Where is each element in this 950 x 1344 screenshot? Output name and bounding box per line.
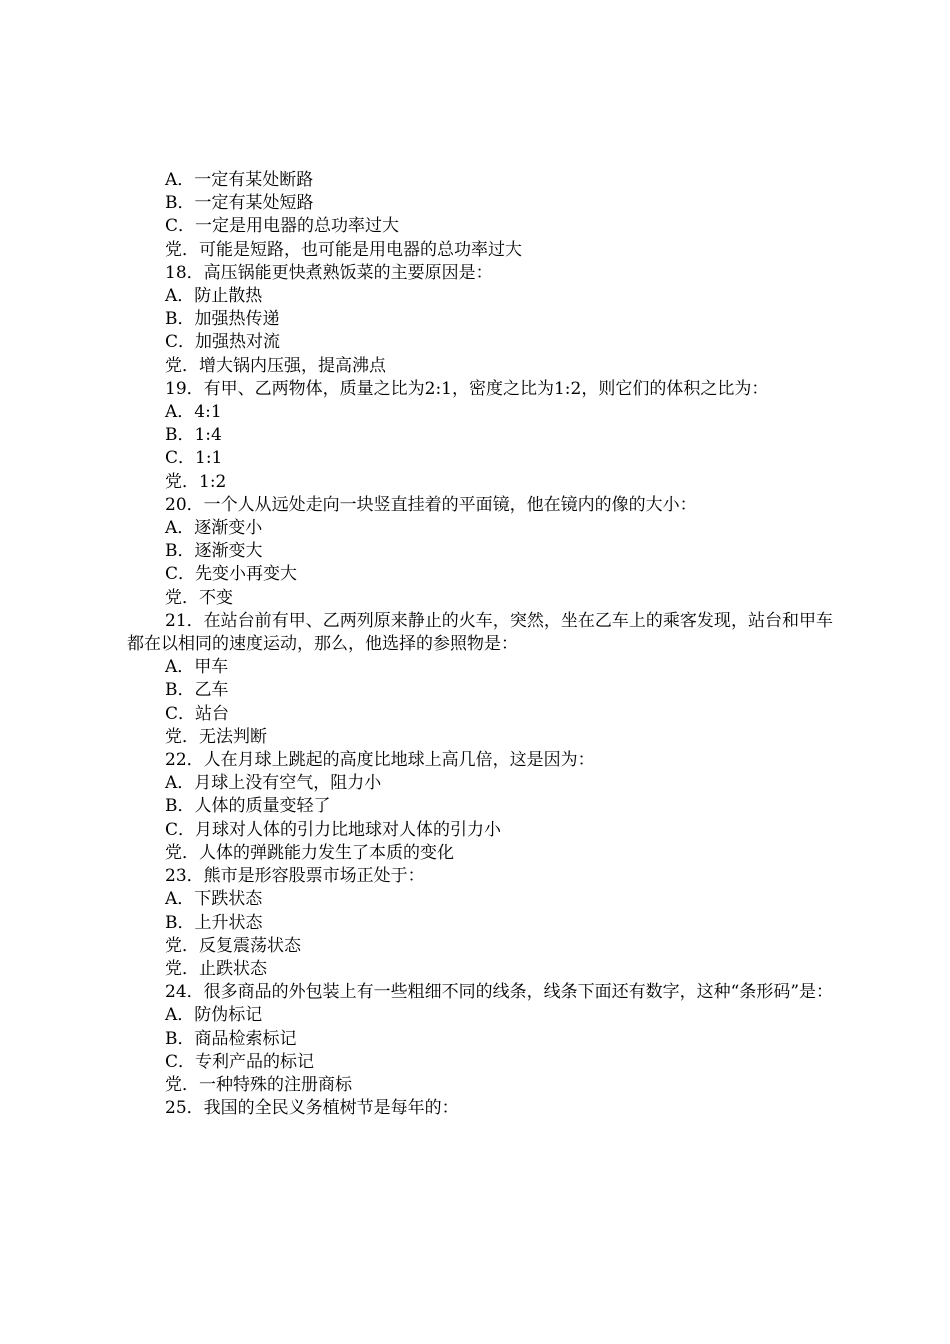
answer-option: A．甲车 (165, 657, 229, 678)
quiz-text-body (127, 169, 833, 1120)
answer-option: 党．增大锅内压强，提高沸点 (165, 355, 386, 376)
question-text: 23．熊市是形容股票市场正处于： (165, 866, 425, 887)
answer-option: C．专利产品的标记 (165, 1051, 315, 1072)
answer-option: 党．反复震荡状态 (165, 935, 301, 956)
question-text: 20．一个人从远处走向一块竖直挂着的平面镜，他在镜内的像的大小： (165, 494, 697, 515)
question-text: 19．有甲、乙两物体，质量之比为2:1，密度之比为1:2，则它们的体积之比为： (165, 378, 769, 399)
answer-option: 党．一种特殊的注册商标 (165, 1074, 352, 1095)
answer-option: B．一定有某处短路 (165, 193, 314, 214)
answer-option: A．月球上没有空气，阻力小 (165, 773, 382, 794)
answer-option: B．加强热传递 (165, 309, 280, 330)
answer-option: A．防止散热 (165, 286, 263, 307)
answer-option: 党．不变 (165, 587, 233, 608)
answer-option: C．站台 (165, 703, 230, 724)
answer-option: B．乙车 (165, 680, 229, 701)
answer-option: 党．可能是短路，也可能是用电器的总功率过大 (165, 239, 522, 260)
answer-option: B．1:4 (165, 425, 222, 446)
question-text: 25．我国的全民义务植树节是每年的： (165, 1098, 459, 1119)
answer-option: A．逐渐变小 (165, 518, 263, 539)
answer-option: A．4:1 (165, 402, 222, 423)
answer-option: 党．无法判断 (165, 726, 267, 747)
answer-option: C．加强热对流 (165, 332, 281, 353)
answer-option: B．逐渐变大 (165, 541, 263, 562)
answer-option: C．月球对人体的引力比地球对人体的引力小 (165, 819, 502, 840)
question-text: 21．在站台前有甲、乙两列原来静止的火车，突然，坐在乙车上的乘客发现，站台和甲车都在以相同的速度运动，那么，他选择的参照物是： (127, 610, 833, 655)
question-text: 22．人在月球上跳起的高度比地球上高几倍，这是因为： (165, 750, 595, 771)
answer-option: 党．止跌状态 (165, 958, 267, 979)
answer-option: B．上升状态 (165, 912, 263, 933)
answer-option: 党．人体的弹跳能力发生了本质的变化 (165, 842, 454, 863)
answer-option: A．防伪标记 (165, 1005, 263, 1026)
answer-option: B．人体的质量变轻了 (165, 796, 331, 817)
answer-option: C．先变小再变大 (165, 564, 298, 585)
answer-option: A．下跌状态 (165, 889, 263, 910)
question-text: 18．高压锅能更快煮熟饭菜的主要原因是： (165, 262, 493, 283)
answer-option: 党．1:2 (165, 471, 227, 492)
question-text: 24．很多商品的外包装上有一些粗细不同的线条，线条下面还有数字，这种“条形码”是： (165, 982, 834, 1003)
answer-option: C．1:1 (165, 448, 223, 469)
answer-option: C．一定是用电器的总功率过大 (165, 216, 400, 237)
answer-option: A．一定有某处断路 (165, 170, 314, 190)
answer-option: B．商品检索标记 (165, 1028, 297, 1049)
